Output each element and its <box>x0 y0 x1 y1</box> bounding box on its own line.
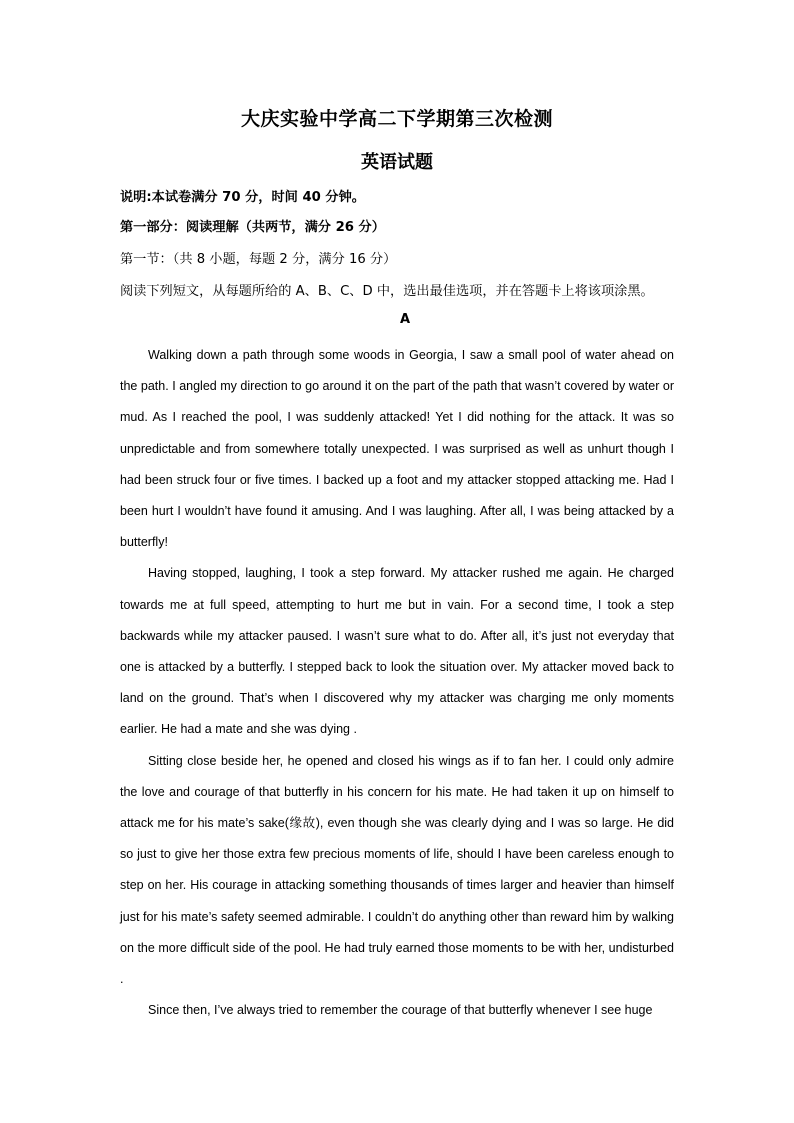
exam-subtitle: 英语试题 <box>361 152 433 173</box>
passage-label: A <box>399 312 411 327</box>
directions-text: 阅读下列短文，从每题所给的 A、B、C、D 中，选出最佳选项，并在答题卡上将该项涂黑。 <box>120 284 654 299</box>
passage-body <box>120 340 674 1026</box>
passage-paragraph: Since then, I’ve always tried to remember the courage of that butterfly whenever I see huge <box>148 1003 653 1018</box>
section-heading: 第一节：（共 8 小题，每题 2 分，满分 16 分） <box>120 252 397 267</box>
exam-note: 说明:本试卷满分 70 分，时间 40 分钟。 <box>120 190 365 205</box>
part-heading: 第一部分：阅读理解（共两节，满分 26 分） <box>120 220 385 235</box>
passage-paragraph: Sitting close beside her, he opened and closed his wings as if to fan her. I could only admire the love and courage of that butterfly in his concern for his mate. He had taken it up on himself to attack me for his mate’s sake(缘故), even though she was clearly dying and I was so large. He did so just to give her those extra few precious moments of life, should I have been careless enough to step on her. His courage in attacking something thousands of times larger and heavier than himself just for his mate’s safety seemed admirable. I couldn’t do anything other than reward him by walking on the more difficult side of the pool. He had truly earned those moments to be with her, undisturbed . <box>120 753 674 987</box>
passage-paragraph: Having stopped, laughing, I took a step forward. My attacker rushed me again. He charged towards me at full speed, attempting to hurt me but in vain. For a second time, I took a step backwards while my attacker paused. I wasn’t sure what to do. After all, it’s just not everyday that one is attacked by a butterfly. I stepped back to look the situation over. My attacker moved back to land on the ground. That’s when I discovered why my attacker was charging me only moments earlier. He had a mate and she was dying . <box>120 566 674 737</box>
passage-paragraph: Walking down a path through some woods in Georgia, I saw a small pool of water ahead on the path. I angled my direction to go around it on the part of the path that wasn’t covered by water or mud. As I reached the pool, I was suddenly attacked! Yet I did nothing for the attack. It was so unpredictable and from somewhere totally unexpected. I was surprised as well as unhurt though I had been struck four or five times. I backed up a foot and my attacker stopped attacking me. Had I been hurt I wouldn’t have found it amusing. And I was laughing. After all, I was being attacked by a butterfly! <box>120 348 674 550</box>
exam-title: 大庆实验中学高二下学期第三次检测 <box>240 108 553 130</box>
